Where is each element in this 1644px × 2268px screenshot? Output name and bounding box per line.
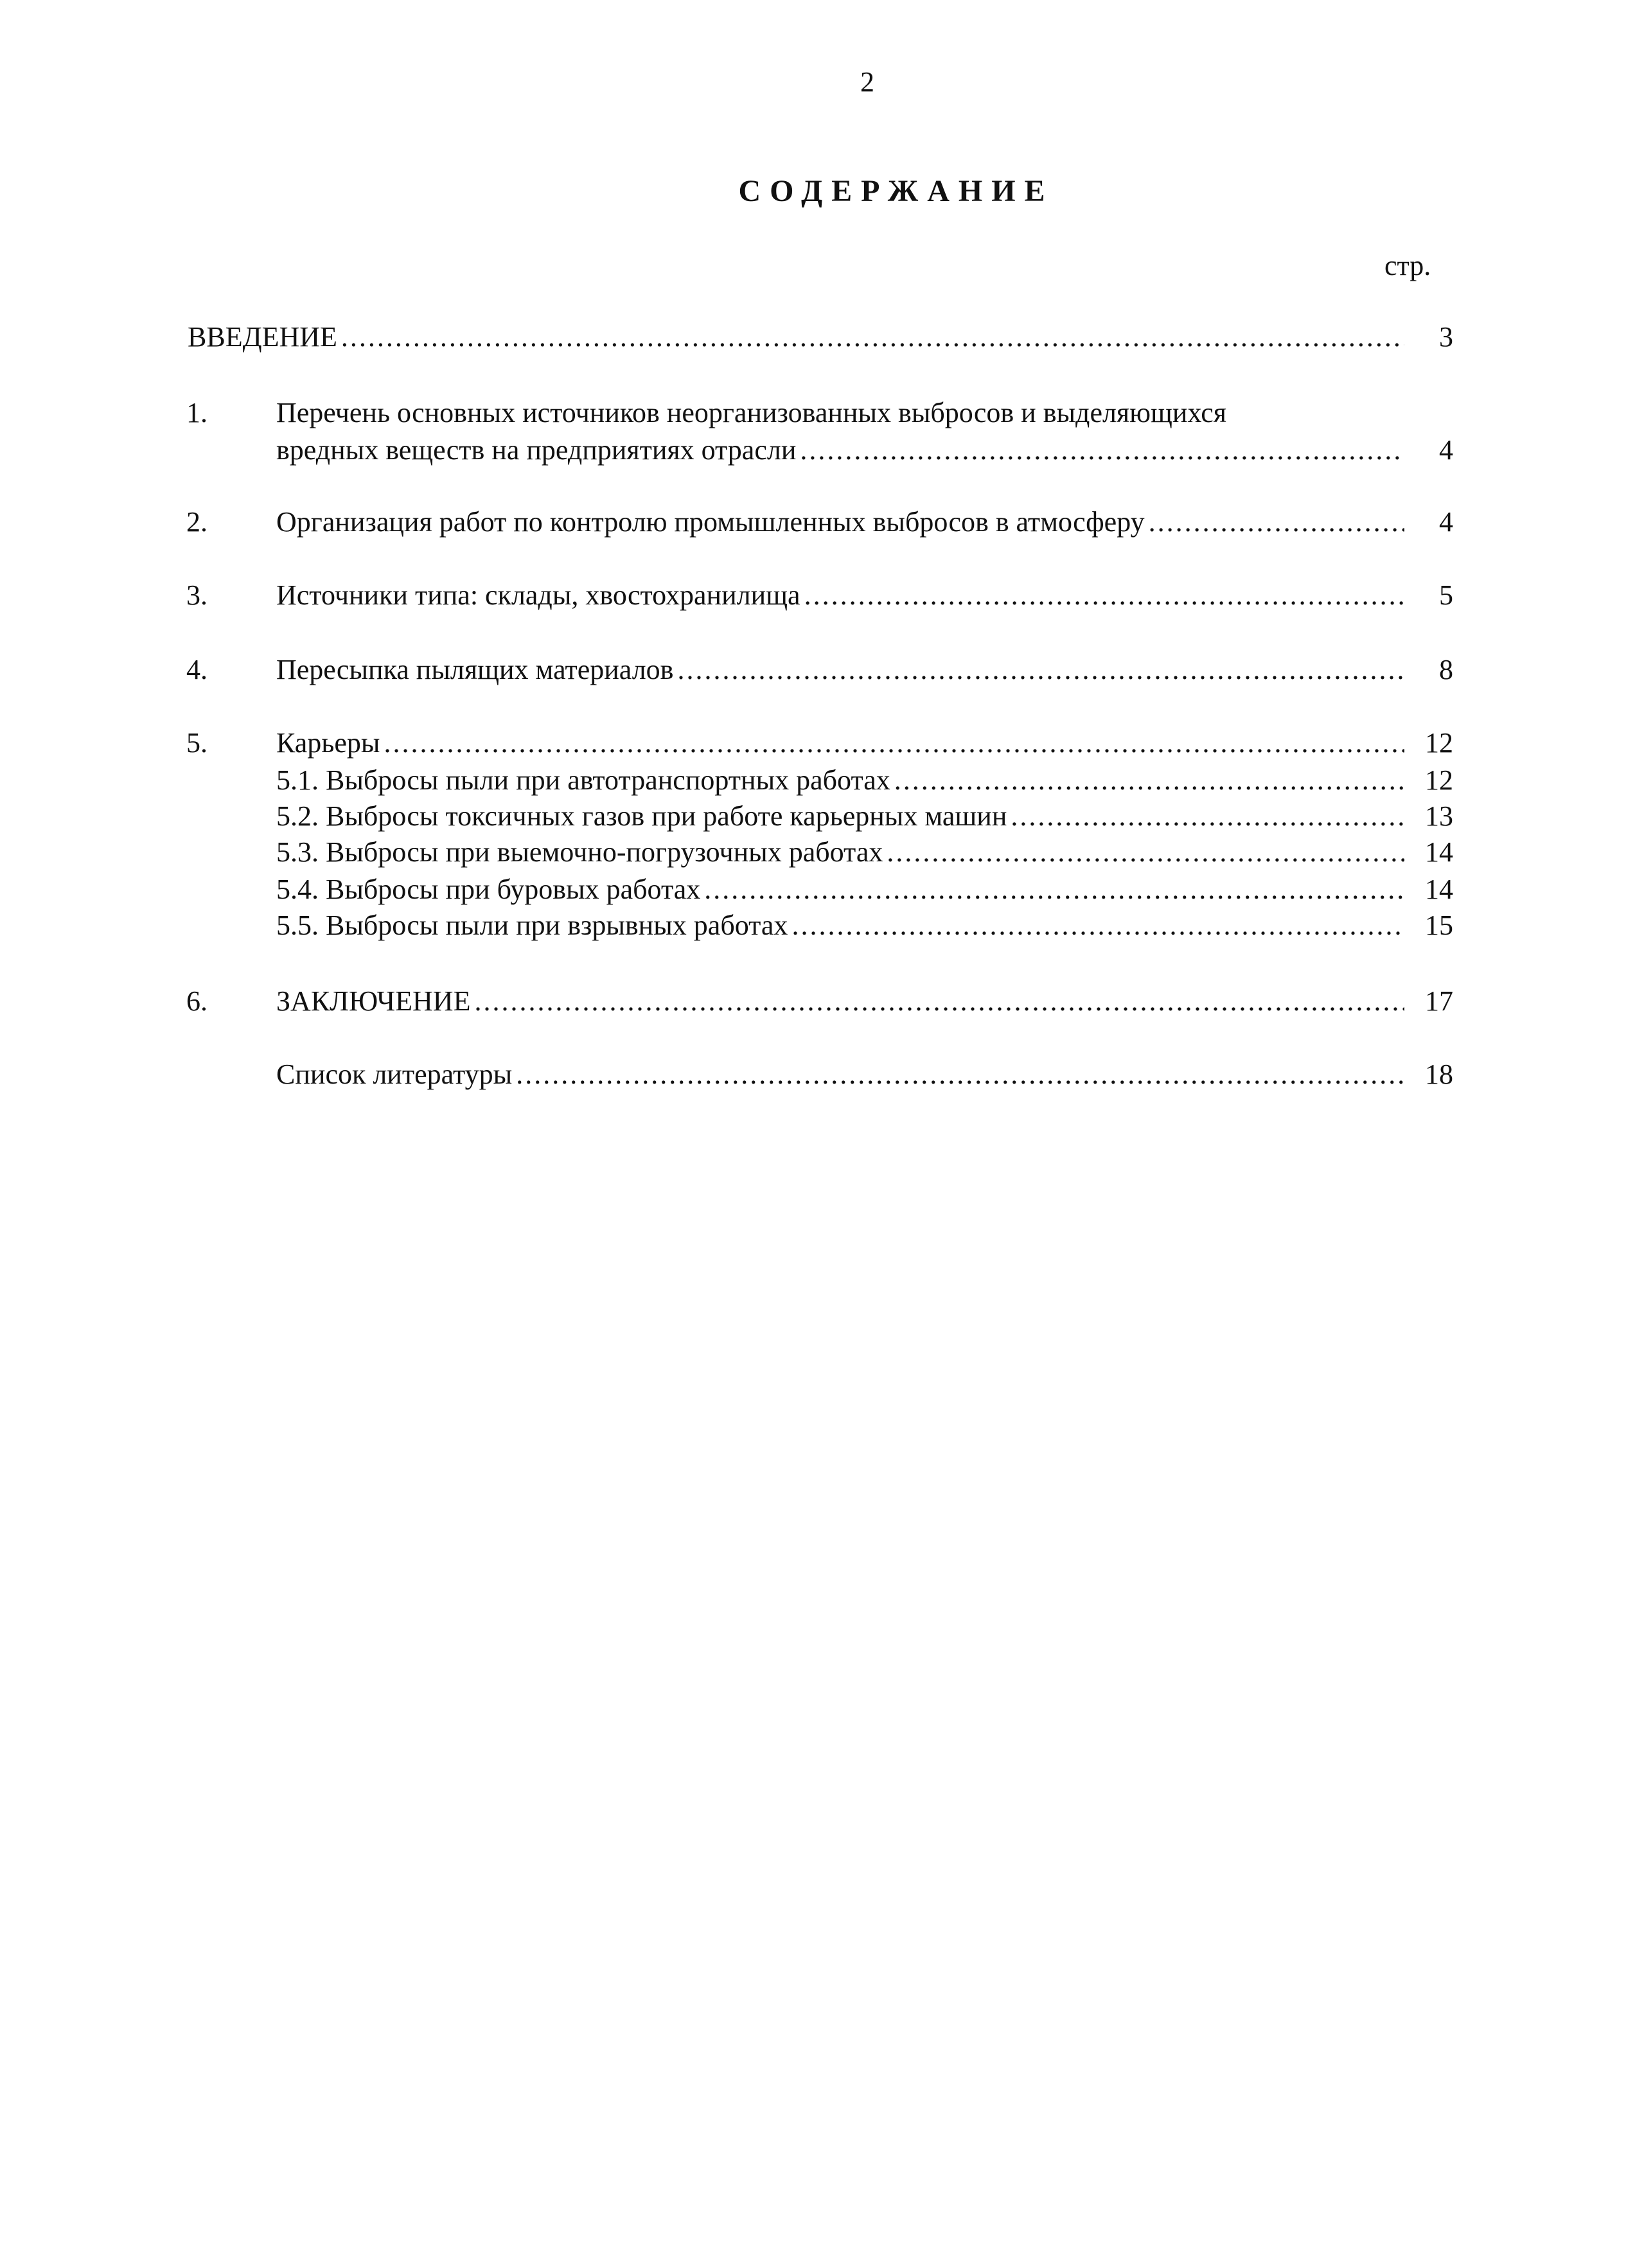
toc-entry-text: ЗАКЛЮЧЕНИЕ — [276, 985, 471, 1017]
toc-entry-page: 15 — [1425, 910, 1453, 941]
leader-dots — [1149, 504, 1404, 541]
leader-dots — [894, 762, 1404, 799]
toc-entry-page: 5 — [1439, 579, 1453, 611]
toc-entry-1[interactable] — [276, 432, 1453, 469]
toc-entry-page: 4 — [1439, 434, 1453, 466]
toc-entry-text-line1: Перечень основных источников неорганизованных выбросов и выделяющихся — [276, 397, 1226, 428]
leader-dots — [341, 319, 1404, 356]
toc-entry-3[interactable] — [276, 577, 1453, 614]
leader-dots — [791, 907, 1404, 944]
leader-dots — [887, 834, 1404, 871]
leader-dots — [677, 651, 1404, 689]
toc-entry-references[interactable] — [276, 1056, 1453, 1093]
toc-entry-page: 4 — [1439, 506, 1453, 538]
toc-entry-page: 18 — [1425, 1059, 1453, 1090]
toc-entry-6[interactable] — [276, 983, 1453, 1020]
toc-entry-introduction[interactable] — [188, 319, 1453, 356]
leader-dots — [804, 577, 1404, 614]
toc-entry-page: 8 — [1439, 654, 1453, 685]
toc-entry-text: 5.3. Выбросы при выемочно-погрузочных работах — [276, 836, 883, 868]
toc-entry-page: 3 — [1439, 321, 1453, 353]
toc-entry-number: 4. — [186, 654, 208, 685]
toc-entry-4[interactable] — [276, 651, 1453, 689]
toc-entry-5[interactable] — [276, 725, 1453, 762]
leader-dots — [704, 871, 1404, 908]
leader-dots — [800, 432, 1404, 469]
toc-entry-page: 14 — [1425, 836, 1453, 868]
page-number: 2 — [860, 66, 874, 98]
toc-entry-text: вредных веществ на предприятиях отрасли — [276, 434, 797, 466]
toc-entry-2[interactable] — [276, 504, 1453, 541]
toc-entry-page: 13 — [1425, 800, 1453, 832]
toc-entry-5-4[interactable] — [276, 871, 1453, 908]
leader-dots — [516, 1056, 1404, 1093]
toc-entry-text: 5.4. Выбросы при буровых работах — [276, 874, 701, 905]
toc-entry-text: 5.2. Выбросы токсичных газов при работе карьерных машин — [276, 800, 1007, 832]
toc-entry-5-3[interactable] — [276, 834, 1453, 871]
toc-entry-5-1[interactable] — [276, 762, 1453, 799]
toc-entry-page: 12 — [1425, 764, 1453, 796]
toc-entry-text: 5.1. Выбросы пыли при автотранспортных работах — [276, 764, 890, 796]
leader-dots — [474, 983, 1404, 1020]
toc-entry-text: 5.5. Выбросы пыли при взрывных работах — [276, 910, 788, 941]
toc-entry-number: 6. — [186, 985, 208, 1017]
toc-entry-5-5[interactable] — [276, 907, 1453, 944]
toc-entry-page: 14 — [1425, 874, 1453, 905]
toc-entry-number: 3. — [186, 579, 208, 611]
leader-dots — [384, 725, 1404, 762]
toc-entry-text: Карьеры — [276, 727, 380, 759]
toc-entry-text: Список литературы — [276, 1059, 513, 1090]
toc-entry-text: Организация работ по контролю промышленных выбросов в атмосферу — [276, 506, 1145, 538]
toc-entry-number: 1. — [186, 397, 208, 428]
toc-entry-page: 12 — [1425, 727, 1453, 759]
toc-entry-text: ВВЕДЕНИЕ — [188, 321, 337, 353]
toc-entry-number: 5. — [186, 727, 208, 759]
toc-entry-text: Пересыпка пылящих материалов — [276, 654, 674, 685]
leader-dots — [1011, 798, 1404, 835]
toc-title: СОДЕРЖАНИЕ — [738, 174, 1054, 208]
toc-entry-page: 17 — [1425, 985, 1453, 1017]
toc-entry-text: Источники типа: склады, хвостохранилища — [276, 579, 800, 611]
page-column-label: стр. — [1384, 250, 1431, 281]
toc-entry-5-2[interactable] — [276, 798, 1453, 835]
toc-entry-number: 2. — [186, 506, 208, 538]
